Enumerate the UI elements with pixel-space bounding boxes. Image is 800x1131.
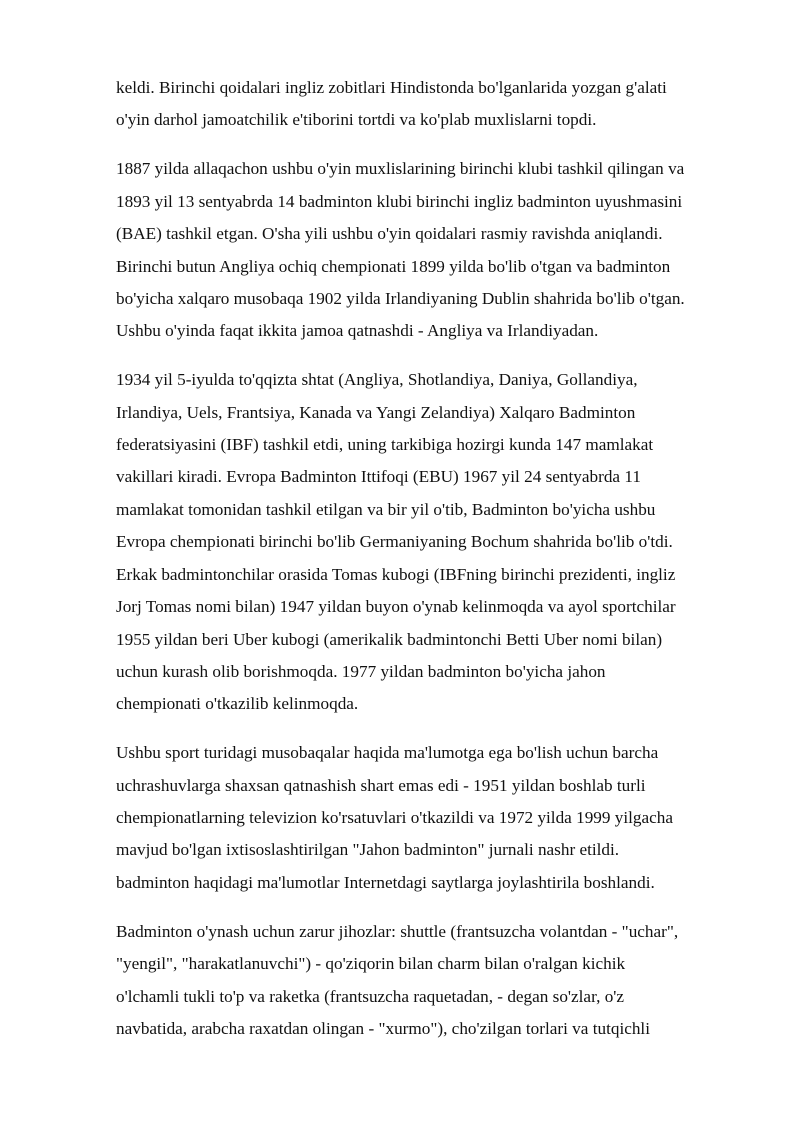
text-line: chempionati o'tkazilib kelinmoqda. <box>116 694 359 714</box>
text-line: (BAE) tashkil etgan. O'sha yili ushbu o'yin qoidalari rasmiy ravishda aniqlandi. <box>116 224 663 244</box>
text-line: Erkak badmintonchilar orasida Tomas kubogi (IBFning birinchi prezidenti, ingliz <box>116 564 676 584</box>
text-line: Irlandiya, Uels, Frantsiya, Kanada va Yangi Zelandiya) Xalqaro Badminton <box>116 402 636 422</box>
text-line: 1955 yildan beri Uber kubogi (amerikalik badmintonchi Betti Uber nomi bilan) <box>116 629 663 649</box>
text-line: federatsiyasini (IBF) tashkil etdi, uning tarkibiga hozirgi kunda 147 mamlakat <box>116 435 654 455</box>
text-line: mamlakat tomonidan tashkil etilgan va bir yil o'tib, Badminton bo'yicha ushbu <box>116 499 656 519</box>
document-page <box>116 72 716 1062</box>
text-line: bo'yicha xalqaro musobaqa 1902 yilda Irlandiyaning Dublin shahrida bo'lib o'tgan. <box>116 288 685 308</box>
text-line: o'lchamli tukli to'p va raketka (frantsuzcha raquetadan, - degan so'zlar, o'z <box>116 986 625 1006</box>
text-line: Ushbu sport turidagi musobaqalar haqida ma'lumotga ega bo'lish uchun barcha <box>116 743 659 763</box>
text-line: navbatida, arabcha raxatdan olingan - "xurmo"), cho'zilgan torlari va tutqichli <box>116 1018 650 1038</box>
paragraph <box>116 916 716 1046</box>
paragraph <box>116 737 716 899</box>
paragraph <box>116 153 716 347</box>
text-line: Birinchi butun Angliya ochiq chempionati 1899 yilda bo'lib o'tgan va badminton <box>116 256 671 276</box>
text-line: badminton haqidagi ma'lumotlar Internetdagi saytlarga joylashtirila boshlandi. <box>116 872 655 892</box>
text-line: vakillari kiradi. Evropa Badminton Ittifoqi (EBU) 1967 yil 24 sentyabrda 11 <box>116 467 641 487</box>
text-line: Jorj Tomas nomi bilan) 1947 yildan buyon o'ynab kelinmoqda va ayol sportchilar <box>116 597 676 617</box>
text-line: "yengil", "harakatlanuvchi") - qo'ziqorin bilan charm bilan o'ralgan kichik <box>116 954 626 974</box>
text-line: 1934 yil 5-iyulda to'qqizta shtat (Angliya, Shotlandiya, Daniya, Gollandiya, <box>116 370 638 390</box>
text-line: o'yin darhol jamoatchilik e'tiborini tortdi va ko'plab muxlislarni topdi. <box>116 110 597 130</box>
text-line: uchrashuvlarga shaxsan qatnashish shart emas edi - 1951 yildan boshlab turli <box>116 775 646 795</box>
text-line: 1887 yilda allaqachon ushbu o'yin muxlislarining birinchi klubi tashkil qilingan va <box>116 159 685 179</box>
text-line: keldi. Birinchi qoidalari ingliz zobitlari Hindistonda bo'lganlarida yozgan g'alati <box>116 78 667 97</box>
text-line: chempionatlarning televizion ko'rsatuvlari o'tkazildi va 1972 yilda 1999 yilgacha <box>116 808 673 828</box>
paragraph <box>116 364 716 720</box>
text-line: mavjud bo'lgan ixtisoslashtirilgan "Jahon badminton" jurnali nashr etildi. <box>116 840 620 860</box>
text-line: Badminton o'ynash uchun zarur jihozlar: shuttle (frantsuzcha volantdan - "uchar", <box>116 921 679 941</box>
text-line: 1893 yil 13 sentyabrda 14 badminton klubi birinchi ingliz badminton uyushmasini <box>116 191 683 211</box>
paragraph <box>116 72 716 137</box>
text-line: Evropa chempionati birinchi bo'lib Germaniyaning Bochum shahrida bo'lib o'tdi. <box>116 532 673 552</box>
text-line: Ushbu o'yinda faqat ikkita jamoa qatnashdi - Angliya va Irlandiyadan. <box>116 321 599 341</box>
text-line: uchun kurash olib borishmoqda. 1977 yildan badminton bo'yicha jahon <box>116 661 606 681</box>
